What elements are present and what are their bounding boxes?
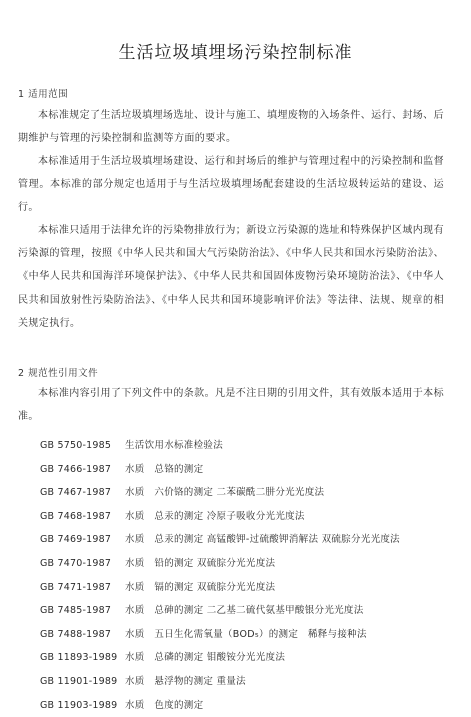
scope-paragraph-3: 本标准只适用于法律允许的污染物排放行为；新设立污染源的选址和特殊保护区域内现有污染源的管理，按照《中华人民共和国大气污染防治法》、《中华人民共和国水污染防治法》、《中华人民共和国海洋环境保护法》、《中华人民共和国固体废物污染环境防治法》、《中华人民共和国放射性污染防治法》、《中华人民共和国环境影响评价法》等法律、法规、规章的相关规定执行。 bbox=[18, 225, 444, 329]
reference-title: 水质 镉的测定 双硫腙分光光度法 bbox=[125, 581, 276, 593]
reference-code: GB 11903-1989 bbox=[40, 699, 118, 711]
reference-item bbox=[40, 576, 460, 600]
reference-code: GB 7467-1987 bbox=[40, 487, 112, 499]
reference-item bbox=[40, 458, 460, 482]
reference-code: GB 5750-1985 bbox=[40, 440, 112, 451]
reference-item bbox=[40, 434, 460, 458]
document-title: 生活垃圾填埋场污染控制标准 bbox=[118, 43, 353, 63]
reference-code: GB 7466-1987 bbox=[40, 463, 112, 475]
section-heading-references: 2 规范性引用文件 bbox=[18, 368, 99, 379]
reference-title: 水质 总磷的测定 钼酸铵分光光度法 bbox=[125, 652, 286, 664]
reference-title: 水质 总砷的测定 二乙基二硫代氨基甲酸银分光光度法 bbox=[125, 605, 364, 617]
reference-title: 水质 悬浮物的测定 重量法 bbox=[125, 675, 246, 687]
reference-title: 水质 五日生化需氧量（BOD₅）的测定 稀释与接种法 bbox=[125, 628, 367, 640]
reference-item bbox=[40, 528, 460, 552]
scope-paragraph-1: 本标准规定了生活垃圾填埋场选址、设计与施工、填埋废物的入场条件、运行、封场、后期维护与管理的污染控制和监测等方面的要求。 bbox=[18, 110, 444, 145]
reference-code: GB 7488-1987 bbox=[40, 628, 112, 640]
reference-code: GB 7468-1987 bbox=[40, 510, 112, 522]
reference-code: GB 7469-1987 bbox=[40, 534, 112, 546]
reference-code: GB 7471-1987 bbox=[40, 581, 112, 593]
reference-item bbox=[40, 646, 460, 670]
reference-item bbox=[40, 481, 460, 505]
reference-title: 生活饮用水标准检验法 bbox=[125, 440, 224, 451]
reference-code: GB 11901-1989 bbox=[40, 675, 118, 687]
reference-code: GB 11893-1989 bbox=[40, 652, 118, 664]
reference-item bbox=[40, 505, 460, 529]
reference-code: GB 7470-1987 bbox=[40, 557, 112, 569]
reference-item bbox=[40, 694, 460, 717]
reference-title: 水质 总汞的测定 高锰酸钾-过硫酸钾消解法 双硫腙分光光度法 bbox=[125, 534, 400, 546]
reference-title: 水质 六价铬的测定 二苯碳酰二肼分光光度法 bbox=[125, 487, 325, 499]
section-heading-scope: 1 适用范围 bbox=[18, 89, 69, 100]
reference-list bbox=[40, 434, 460, 717]
reference-item bbox=[40, 599, 460, 623]
reference-item bbox=[40, 670, 460, 694]
scope-paragraph-2: 本标准适用于生活垃圾填埋场建设、运行和封场后的维护与管理过程中的污染控制和监督管理。本标准的部分规定也适用于与生活垃圾填埋场配套建设的生活垃圾转运站的建设、运行。 bbox=[18, 156, 444, 214]
reference-code: GB 7485-1987 bbox=[40, 605, 112, 617]
reference-title: 水质 总铬的测定 bbox=[125, 463, 204, 475]
references-intro: 本标准内容引用了下列文件中的条款。凡是不注日期的引用文件，其有效版本适用于本标准。 bbox=[18, 388, 444, 423]
reference-title: 水质 色度的测定 bbox=[125, 699, 204, 711]
reference-item bbox=[40, 552, 460, 576]
reference-title: 水质 总汞的测定 冷原子吸收分光光度法 bbox=[125, 510, 305, 522]
reference-item bbox=[40, 623, 460, 647]
reference-title: 水质 铅的测定 双硫腙分光光度法 bbox=[125, 557, 276, 569]
